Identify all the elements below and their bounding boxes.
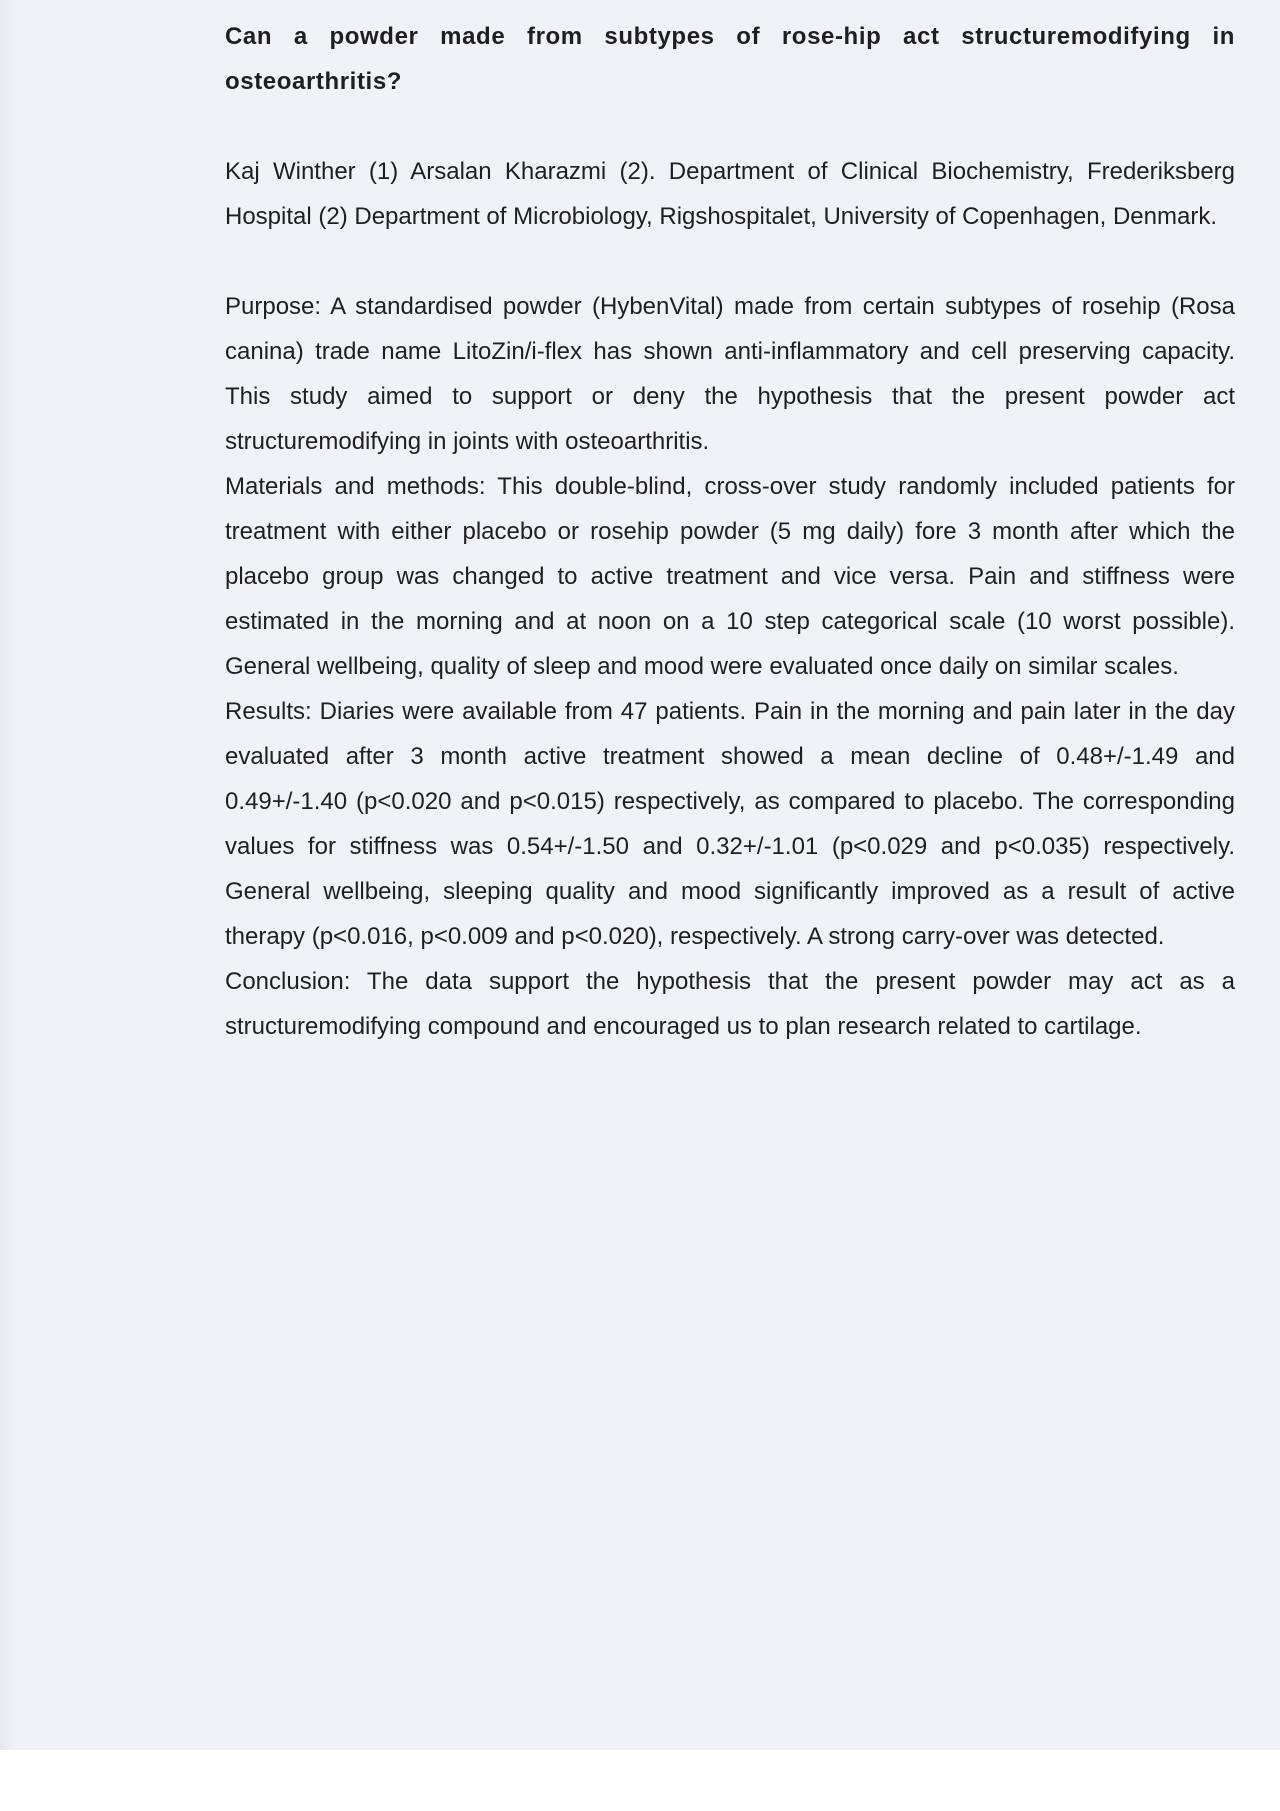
abstract-body <box>225 14 1235 1049</box>
purpose-paragraph: Purpose: A standardised powder (HybenVital) made from certain subtypes of rosehip (Rosa canina) trade name LitoZin/i-flex has shown anti-inflammatory and cell preserving capacity. This study aimed to support or deny the hypothesis that the present powder act structuremodifying in joints with osteoarthritis. <box>225 293 1235 455</box>
abstract-title: Can a powder made from subtypes of rose-hip act structuremodifying in osteoarthritis? <box>225 23 1235 95</box>
methods-paragraph: Materials and methods: This double-blind, cross-over study randomly included patients for treatment with either placebo or rosehip powder (5 mg daily) fore 3 month after which the placebo group was changed to active treatment and vice versa. Pain and stiffness were estimated in the morning and at noon on a 10 step categorical scale (10 worst possible). General wellbeing, quality of sleep and mood were evaluated once daily on similar scales. <box>225 473 1235 680</box>
results-paragraph: Results: Diaries were available from 47 patients. Pain in the morning and pain later in the day evaluated after 3 month active treatment showed a mean decline of 0.48+/-1.49 and 0.49+/-1.40 (p<0.020 and p<0.015) respectively, as compared to placebo. The corresponding values for stiffness was 0.54+/-1.50 and 0.32+/-1.01 (p<0.029 and p<0.035) respectively. General wellbeing, sleeping quality and mood significantly improved as a result of active therapy (p<0.016, p<0.009 and p<0.020), respectively. A strong carry-over was detected. <box>225 698 1235 950</box>
page-bottom-margin <box>0 1750 1280 1811</box>
author-affiliations: Kaj Winther (1) Arsalan Kharazmi (2). Department of Clinical Biochemistry, Frederiksberg Hospital (2) Department of Microbiology, Rigshospitalet, University of Copenhagen, Denmark. <box>225 158 1235 230</box>
scan-shadow <box>0 0 16 1750</box>
conclusion-paragraph: Conclusion: The data support the hypothesis that the present powder may act as a structuremodifying compound and encouraged us to plan research related to cartilage. <box>225 968 1235 1040</box>
